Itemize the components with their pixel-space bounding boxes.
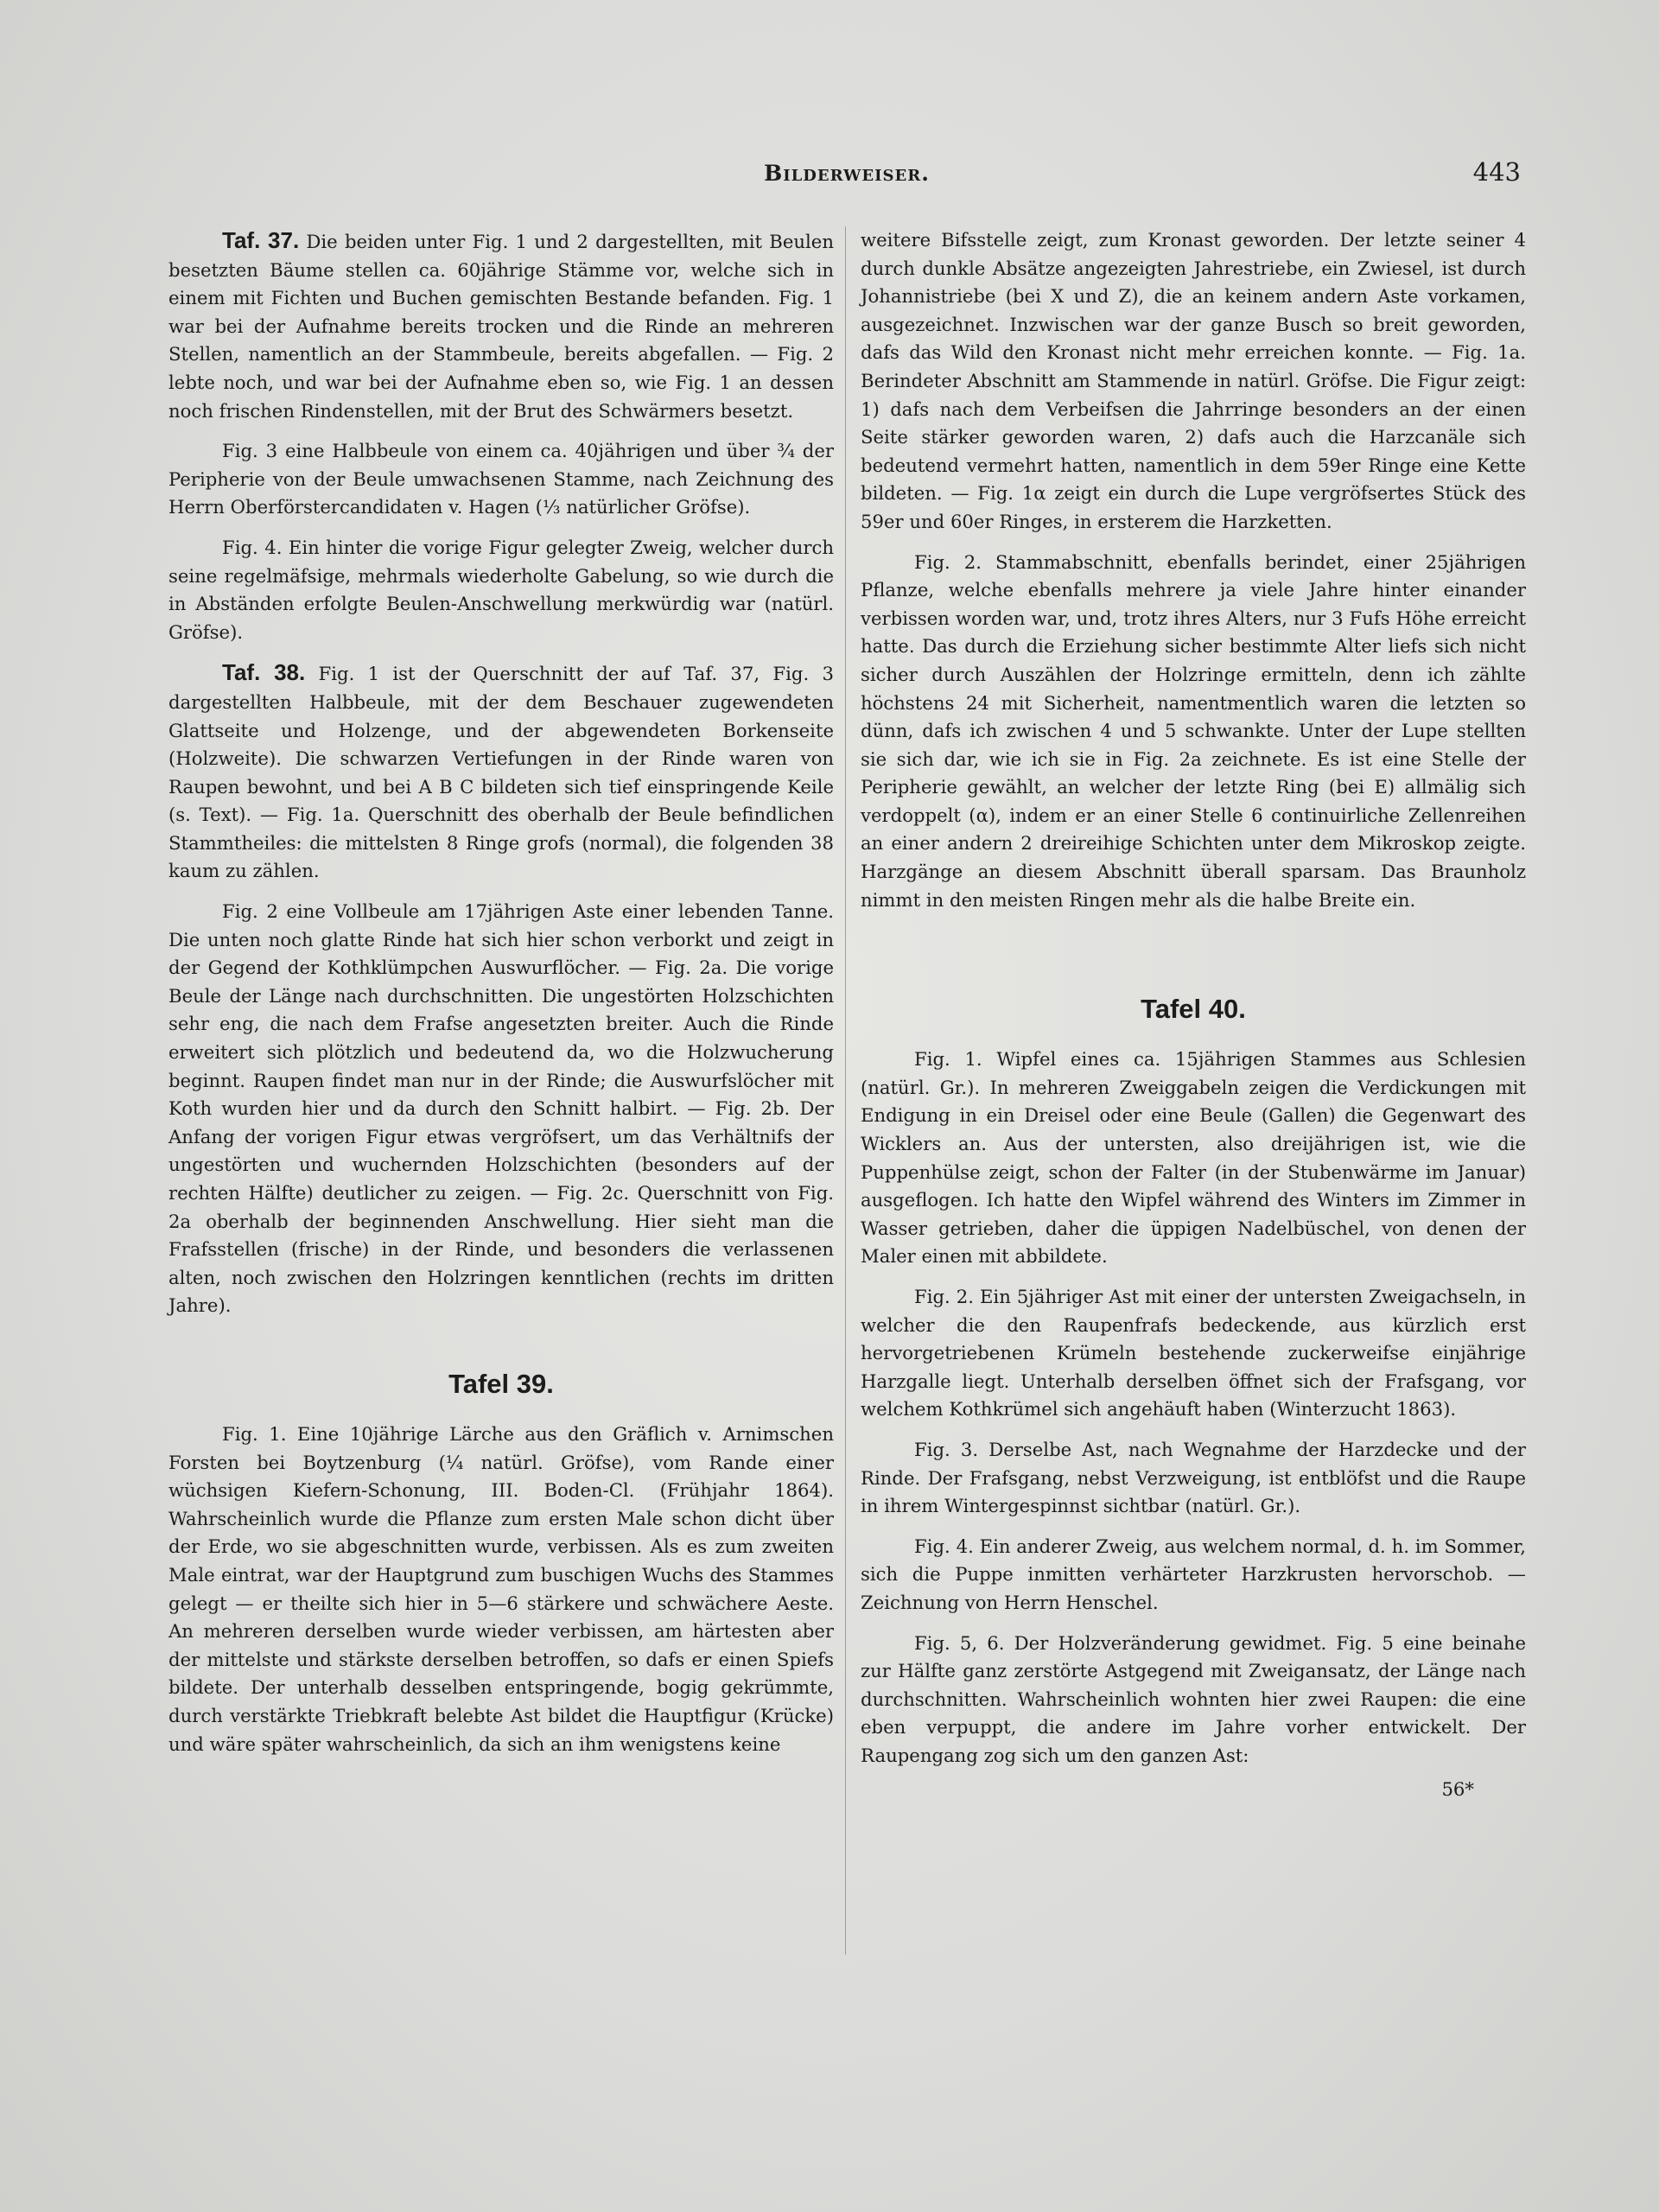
paragraph-tafel-40-fig-4: Fig. 4. Ein anderer Zweig, aus welchem normal, d. h. im Sommer, sich die Puppe inmitten verhärteter Harzkrusten hervorschob. — Zeichnung von Herrn Henschel. [861, 1535, 1526, 1613]
paragraph-taf-37 [168, 226, 834, 425]
page-header [173, 157, 1521, 195]
plate-label: Taf. 37. [222, 227, 300, 253]
paragraph-tafel-40-fig-2: Fig. 2. Ein 5jähriger Ast mit einer der untersten Zweigachseln, in welcher die den Raupenfrafs bedeckende, aus kürzlich erst hervorgetriebenen Krümeln bestehende zuckerweifse einjährige Harzgalle liegt. Unterhalb derselben öffnet sich der Frafsgang, vor welchem Kothkrümel sich angehäuft haben (Winterzucht 1863). [861, 1286, 1526, 1421]
paragraph-tafel-40-fig-1: Fig. 1. Wipfel eines ca. 15jährigen Stammes aus Schlesien (natürl. Gr.). In mehreren Zweiggabeln zeigen die Verdickungen mit Endigung in ein Dreisel oder eine Beule (Gallen) die Gegenwart des Wicklers an. Aus der untersten, also dreijährigen ist, wie die Puppenhülse zeigt, schon der Falter (in der Stubenwärme im Januar) ausgeflogen. Ich hatte den Wipfel während des Winters im Zimmer in Wasser getrieben, daher die üppigen Nadelbüschel, von denen der Maler einen mit abbildete. [861, 1048, 1526, 1268]
column-divider [845, 226, 846, 1955]
paragraph-text: Die beiden unter Fig. 1 und 2 dargestellten, mit Beulen besetzten Bäume stellen ca. 60jährige Stämme vor, welche sich in einem mit Fichten und Buchen gemischten Bestande befanden. Fig. 1 war bei der Aufnahme bereits trocken und die Rinde an mehreren Stellen, namentlich an der Stammbeule, bereits abgefallen. — Fig. 2 lebte noch, und war bei der Aufnahme eben so, wie Fig. 1 an dessen noch frischen Rindenstellen, mit der Brut des Schwärmers besetzt. [168, 231, 834, 422]
plate-label: Taf. 38. [222, 659, 306, 686]
paragraph-fig-3: Fig. 3 eine Halbbeule von einem ca. 40jährigen und über ¾ der Peripherie von der Beule umwachsenen Stamme, nach Zeichnung des Herrn Oberförstercandidaten v. Hagen (⅓ natürlicher Gröfse). [168, 440, 834, 518]
right-column [861, 226, 1526, 1803]
paragraph-fig-4: Fig. 4. Ein hinter die vorige Figur gelegter Zweig, welcher durch seine regelmäfsige, mehrmals wiederholte Gabelung, so wie durch die in Abständen erfolgte Beulen-Anschwellung merkwürdig war (natürl. Gröfse). [168, 536, 834, 643]
paragraph-continuation: weitere Bifsstelle zeigt, zum Kronast geworden. Der letzte seiner 4 durch dunkle Absätze angezeigten Jahrestriebe, ein Zwiesel, ist durch Johannistriebe (bei X und Z), die an keinem andern Aste vorkamen, ausgezeichnet. Inzwischen war der ganze Busch so breit geworden, dafs das Wild den Kronast nicht mehr erreichen konnte. — Fig. 1a. Berindeter Abschnitt am Stammende in natürl. Gröfse. Die Figur zeigt: 1) dafs nach dem Verbeifsen die Jahrringe besonders an der einen Seite stärker geworden waren, 2) dafs auch die Harzcanäle sich bedeutend vermehrt hatten, namentlich in dem 59er Ringe eine Kette bildeten. — Fig. 1α zeigt ein durch die Lupe vergröfsertes Stück des 59er und 60er Ringes, in ersterem die Harzketten. [861, 229, 1526, 532]
section-heading-tafel-39: Tafel 39. [448, 1368, 554, 1399]
paragraph-tafel-39-fig-2: Fig. 2. Stammabschnitt, ebenfalls berindet, einer 25jährigen Pflanze, welche ebenfalls mehrere ja viele Jahre hinter einander verbissen worden war, und, trotz ihres Alters, nur 3 Fufs Höhe erreicht hatte. Das durch die Erziehung sicher bestimmte Alter liefs sich nicht sicher durch Auszählen der Holzringe ermitteln, denn ich zählte höchstens 24 mit Sicherheit, namentmentlich waren die letzten so dünn, dafs ich zwischen 4 und 5 schwankte. Unter der Lupe stellten sie sich dar, wie ich sie in Fig. 2a zeichnete. Es ist eine Stelle der Peripherie gewählt, an welcher der letzte Ring (bei E) allmälig sich verdoppelt (α), indem er an einer Stelle 6 continuirliche Zellenreihen an einer andern 2 dreireihige Schichten unter dem Mikroskop zeigte. Harzgänge an diesem Abschnitt überall sparsam. Das Braunholz nimmt in den meisten Ringen mehr als die halbe Breite ein. [861, 550, 1526, 911]
paragraph-tafel-39-fig-1: Fig. 1. Eine 10jährige Lärche aus den Gräflich v. Arnimschen Forsten bei Boytzenburg (¼ natürl. Gröfse), vom Rande einer wüchsigen Kiefern-Schonung, III. Boden-Cl. (Frühjahr 1864). Wahrscheinlich wurde die Pflanze zum ersten Male schon dicht über der Erde, wo sie abgeschnitten wurde, verbissen. Als es zum zweiten Male eintrat, war der Hauptgrund zum buschigen Wuchs des Stammes gelegt — er theilte sich hier in 5—6 stärkere und schwächere Aeste. An mehreren derselben wurde wieder verbissen, am härtesten aber der mittelste und stärkste derselben betroffen, so dafs er einen Spiefs bildete. Der unterhalb desselben entspringende, bogig gekrümmte, durch verstärkte Triebkraft belebte Ast bildet die Hauptfigur (Krücke) und wäre später wahrscheinlich, da sich an ihm wenigstens keine [168, 1422, 834, 1755]
section-heading-tafel-40: Tafel 40. [1141, 994, 1246, 1025]
paragraph-tafel-40-fig-5-6: Fig. 5, 6. Der Holzveränderung gewidmet. Fig. 5 eine beinahe zur Hälfte ganz zerstörte Astgegend mit Zweigansatz, der Länge nach durchschnitten. Wahrscheinlich wohnten hier zwei Raupen: die eine eben verpuppt, die andere im Jahre vorher entwickelt. Der Raupengang zog sich um den ganzen Ast: [861, 1631, 1526, 1766]
paragraph-tafel-40-fig-3: Fig. 3. Derselbe Ast, nach Wegnahme der Harzdecke und der Rinde. Der Frafsgang, nebst Verzweigung, ist entblöfst und die Raupe in ihrem Wintergespinnst sichtbar (natürl. Gr.). [861, 1438, 1526, 1517]
page-number: 443 [1472, 157, 1521, 187]
left-column [168, 226, 834, 1770]
paragraph-text: Fig. 1 ist der Querschnitt der auf Taf. 37, Fig. 3 dargestellten Halbbeule, mit der dem Beschauer zugewendeten Glattseite und Holzenge, und der abgewendeten Borkenseite (Holzweite). Die schwarzen Vertiefungen in der Rinde waren von Raupen bewohnt, und bei A B C bildeten sich tief einspringende Keile (s. Text). — Fig. 1a. Querschnitt des oberhalb der Beule befindlichen Stammtheiles: die mittelsten 8 Ringe grofs (normal), die folgenden 38 kaum zu zählen. [168, 663, 834, 882]
paragraph-taf-38 [168, 658, 834, 886]
running-title: Bilderweiser. [764, 161, 930, 186]
signature-mark: 56* [1441, 1777, 1474, 1800]
paragraph-fig-2: Fig. 2 eine Vollbeule am 17jährigen Aste einer lebenden Tanne. Die unten noch glatte Rinde hat sich hier schon verborkt und zeigt in der Gegend der Kothklümpchen Auswurflöcher. — Fig. 2a. Die vorige Beule der Länge nach durchschnitten. Die ungestörten Holzschichten sehr eng, die nach dem Frafse angesetzten breiter. Auch die Rinde erweitert sich plötzlich und bedeutend da, wo die Holzwucherung beginnt. Raupen findet man nur in der Rinde; die Auswurfslöcher mit Koth wurden hier und da durch den Schnitt halbirt. — Fig. 2b. Der Anfang der vorigen Figur etwas vergröfsert, um das Verhältnifs der ungestörten und wuchernden Holzschichten (besonders auf der rechten Hälfte) deutlicher zu zeigen. — Fig. 2c. Querschnitt von Fig. 2a oberhalb der beginnenden Anschwellung. Hier sieht man die Frafsstellen (frische) in der Rinde, und besonders die verlassenen alten, noch zwischen den Holzringen kenntlichen (rechts im dritten Jahre). [168, 900, 834, 1317]
